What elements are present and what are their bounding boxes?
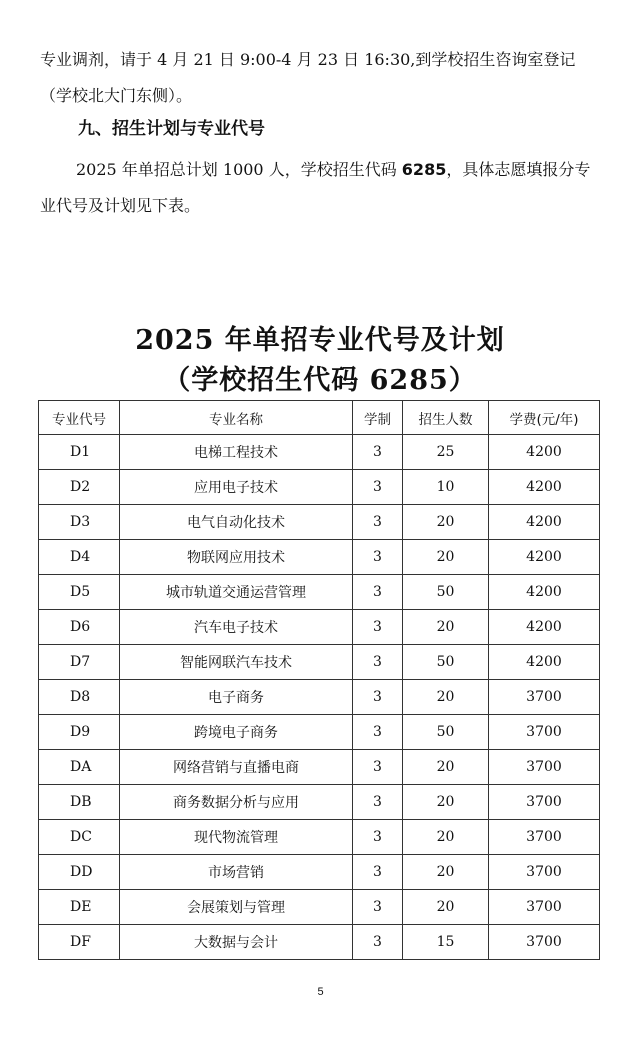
- table-row: [39, 435, 600, 470]
- cell-major-code: DA: [39, 750, 120, 785]
- cell-enrollment: 20: [403, 505, 489, 540]
- cell-major-code: DB: [39, 785, 120, 820]
- cell-duration: 3: [353, 505, 403, 540]
- cell-enrollment: 20: [403, 610, 489, 645]
- cell-tuition: 3700: [489, 785, 600, 820]
- cell-major-name: 汽车电子技术: [120, 610, 353, 645]
- cell-enrollment: 10: [403, 470, 489, 505]
- intro-paragraph: 专业调剂，请于 4 月 21 日 9:00-4 月 23 日 16:30,到学校招生咨询室登记（学校北大门东侧）。: [40, 50, 576, 105]
- plan-text-before: 2025 年单招总计划 1000 人，学校招生代码: [76, 160, 402, 179]
- cell-duration: 3: [353, 470, 403, 505]
- cell-tuition: 3700: [489, 820, 600, 855]
- cell-enrollment: 20: [403, 890, 489, 925]
- cell-tuition: 4200: [489, 505, 600, 540]
- cell-tuition: 3700: [489, 890, 600, 925]
- table-row: [39, 610, 600, 645]
- cell-enrollment: 15: [403, 925, 489, 960]
- cell-major-name: 城市轨道交通运营管理: [120, 575, 353, 610]
- table-row: [39, 505, 600, 540]
- cell-major-code: D8: [39, 680, 120, 715]
- cell-major-code: DF: [39, 925, 120, 960]
- cell-major-name: 电气自动化技术: [120, 505, 353, 540]
- school-code: 6285: [401, 160, 447, 179]
- cell-tuition: 3700: [489, 750, 600, 785]
- table-row: [39, 750, 600, 785]
- cell-major-name: 会展策划与管理: [120, 890, 353, 925]
- table-row: [39, 645, 600, 680]
- cell-major-name: 物联网应用技术: [120, 540, 353, 575]
- cell-enrollment: 20: [403, 750, 489, 785]
- cell-tuition: 4200: [489, 645, 600, 680]
- cell-duration: 3: [353, 890, 403, 925]
- cell-enrollment: 20: [403, 680, 489, 715]
- cell-major-name: 大数据与会计: [120, 925, 353, 960]
- cell-major-name: 网络营销与直播电商: [120, 750, 353, 785]
- section-heading: 九、招生计划与专业代号: [78, 119, 265, 139]
- header-tuition: 学费(元/年): [489, 401, 600, 435]
- cell-duration: 3: [353, 645, 403, 680]
- cell-duration: 3: [353, 680, 403, 715]
- table-row: [39, 715, 600, 750]
- table-row: [39, 540, 600, 575]
- cell-tuition: 4200: [489, 435, 600, 470]
- table-row: [39, 680, 600, 715]
- cell-major-code: DC: [39, 820, 120, 855]
- cell-tuition: 3700: [489, 680, 600, 715]
- cell-enrollment: 20: [403, 820, 489, 855]
- cell-major-code: D4: [39, 540, 120, 575]
- cell-duration: 3: [353, 750, 403, 785]
- header-major-name: 专业名称: [120, 401, 353, 435]
- table-header-row: [39, 401, 600, 435]
- cell-duration: 3: [353, 435, 403, 470]
- plan-paragraph: [40, 152, 600, 224]
- cell-enrollment: 25: [403, 435, 489, 470]
- cell-major-code: DD: [39, 855, 120, 890]
- table-body: [39, 435, 600, 960]
- table-row: [39, 785, 600, 820]
- cell-major-code: D5: [39, 575, 120, 610]
- enrollment-table: [38, 400, 600, 960]
- cell-major-name: 电子商务: [120, 680, 353, 715]
- cell-enrollment: 50: [403, 575, 489, 610]
- plan-text-after: ，具体志愿填报分专业代号及计划见下表。: [40, 160, 591, 215]
- cell-major-name: 跨境电子商务: [120, 715, 353, 750]
- cell-major-code: D1: [39, 435, 120, 470]
- cell-major-name: 市场营销: [120, 855, 353, 890]
- table-row: [39, 925, 600, 960]
- cell-duration: 3: [353, 540, 403, 575]
- cell-duration: 3: [353, 925, 403, 960]
- cell-tuition: 4200: [489, 575, 600, 610]
- cell-enrollment: 20: [403, 855, 489, 890]
- cell-tuition: 4200: [489, 610, 600, 645]
- cell-major-code: D2: [39, 470, 120, 505]
- cell-duration: 3: [353, 785, 403, 820]
- cell-enrollment: 20: [403, 785, 489, 820]
- cell-major-code: D9: [39, 715, 120, 750]
- cell-duration: 3: [353, 855, 403, 890]
- header-enrollment: 招生人数: [403, 401, 489, 435]
- cell-major-name: 电梯工程技术: [120, 435, 353, 470]
- table-row: [39, 575, 600, 610]
- table-title: 2025 年单招专业代号及计划: [135, 325, 505, 356]
- cell-duration: 3: [353, 820, 403, 855]
- table-row: [39, 890, 600, 925]
- cell-duration: 3: [353, 575, 403, 610]
- cell-tuition: 3700: [489, 855, 600, 890]
- header-major-code: 专业代号: [39, 401, 120, 435]
- table-subtitle: （学校招生代码 6285）: [163, 365, 477, 396]
- cell-duration: 3: [353, 715, 403, 750]
- cell-major-code: D3: [39, 505, 120, 540]
- cell-enrollment: 20: [403, 540, 489, 575]
- cell-major-name: 商务数据分析与应用: [120, 785, 353, 820]
- cell-major-name: 现代物流管理: [120, 820, 353, 855]
- cell-major-code: DE: [39, 890, 120, 925]
- cell-major-name: 应用电子技术: [120, 470, 353, 505]
- cell-major-name: 智能网联汽车技术: [120, 645, 353, 680]
- page-number: 5: [317, 986, 324, 998]
- table-row: [39, 470, 600, 505]
- cell-major-code: D7: [39, 645, 120, 680]
- table-row: [39, 855, 600, 890]
- cell-enrollment: 50: [403, 645, 489, 680]
- cell-tuition: 4200: [489, 470, 600, 505]
- cell-duration: 3: [353, 610, 403, 645]
- cell-major-code: D6: [39, 610, 120, 645]
- cell-tuition: 3700: [489, 715, 600, 750]
- table-row: [39, 820, 600, 855]
- header-duration: 学制: [353, 401, 403, 435]
- cell-tuition: 3700: [489, 925, 600, 960]
- cell-enrollment: 50: [403, 715, 489, 750]
- cell-tuition: 4200: [489, 540, 600, 575]
